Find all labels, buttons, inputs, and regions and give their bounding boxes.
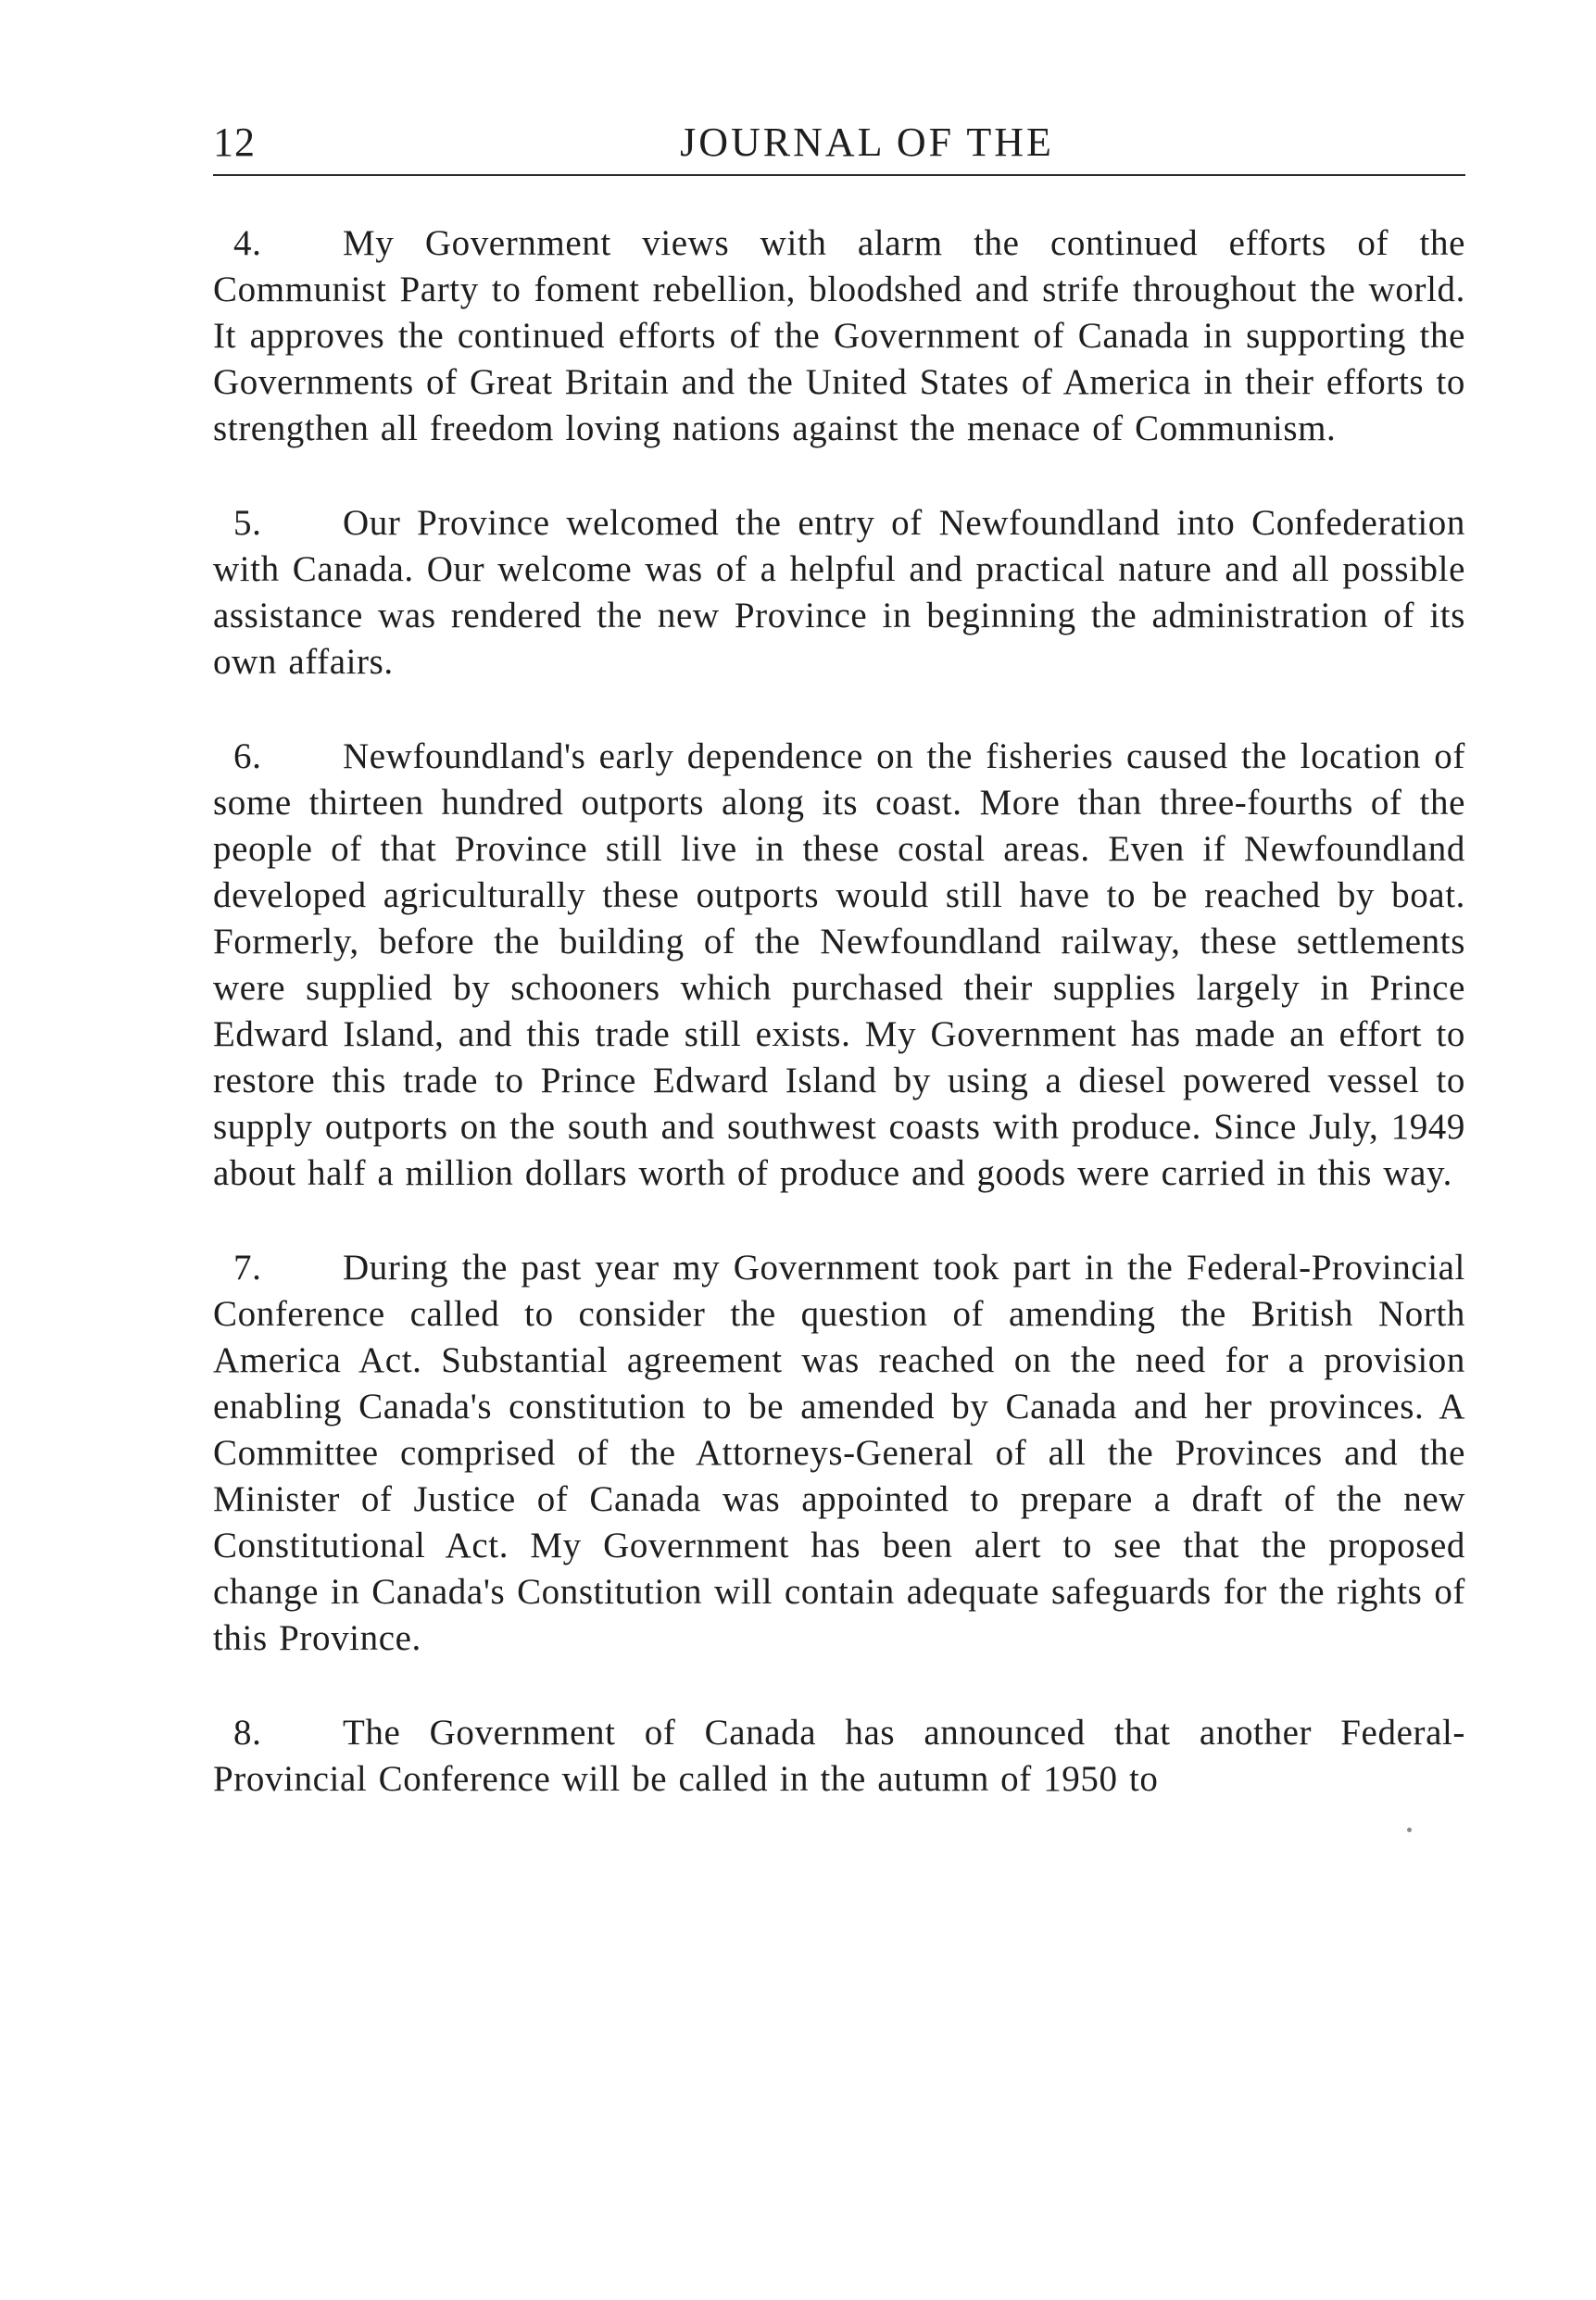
paragraph-6 [213, 734, 1465, 1197]
header-rule [213, 174, 1465, 176]
paragraph-number: 6. [233, 736, 262, 776]
paragraph-number: 8. [233, 1713, 262, 1753]
paragraph-text: The Government of Canada has announced that another Federal-Provincial Conference will be called in the autumn of 1950 to [213, 1713, 1465, 1799]
paragraph-number: 5. [233, 503, 262, 543]
paragraph-7 [213, 1245, 1465, 1662]
paragraph-text: Our Province welcomed the entry of Newfoundland into Confederation with Canada. Our welcome was of a helpful and practical nature and all possible assistance was rendered the new Province in beginning the administration of its own affairs. [213, 503, 1465, 682]
paragraph-text: Newfoundland's early dependence on the fisheries caused the location of some thirteen hundred outports along its coast. More than three-fourths of the people of that Province still live in these costal areas. Even if Newfoundland developed agriculturally these outports would still have to be reached by boat. Formerly, before the building of the Newfoundland railway, these settlements were supplied by schooners which purchased their supplies largely in Prince Edward Island, and this trade still exists. My Government has made an effort to restore this trade to Prince Edward Island by using a diesel powered vessel to supply outports on the south and southwest coasts with produce. Since July, 1949 about half a million dollars worth of produce and goods were carried in this way. [213, 736, 1465, 1193]
running-head: JOURNAL OF THE [680, 119, 1054, 165]
paragraph-4 [213, 220, 1465, 452]
page-number: 12 [213, 119, 256, 165]
paragraph-number: 7. [233, 1248, 262, 1288]
body-text [213, 220, 1465, 1851]
paragraph-8 [213, 1710, 1465, 1803]
paragraph-number: 4. [233, 223, 262, 263]
print-speck [1407, 1828, 1412, 1832]
paragraph-5 [213, 500, 1465, 685]
paragraph-text: My Government views with alarm the continued efforts of the Communist Party to foment rebellion, bloodshed and strife throughout the world. It approves the continued efforts of the Government of Canada in supporting the Governments of Great Britain and the United States of America in their efforts to strengthen all freedom loving nations against the menace of Communism. [213, 223, 1465, 448]
paragraph-text: During the past year my Government took part in the Federal-Provincial Conference called to consider the question of amending the British North America Act. Substantial agreement was reached on the need for a provision enabling Canada's constitution to be amended by Canada and her provinces. A Committee comprised of the Attorneys-General of all the Provinces and the Minister of Justice of Canada was appointed to prepare a draft of the new Constitutional Act. My Government has been alert to see that the proposed change in Canada's Constitution will contain adequate safeguards for the rights of this Province. [213, 1248, 1465, 1658]
page-header [213, 119, 1465, 174]
